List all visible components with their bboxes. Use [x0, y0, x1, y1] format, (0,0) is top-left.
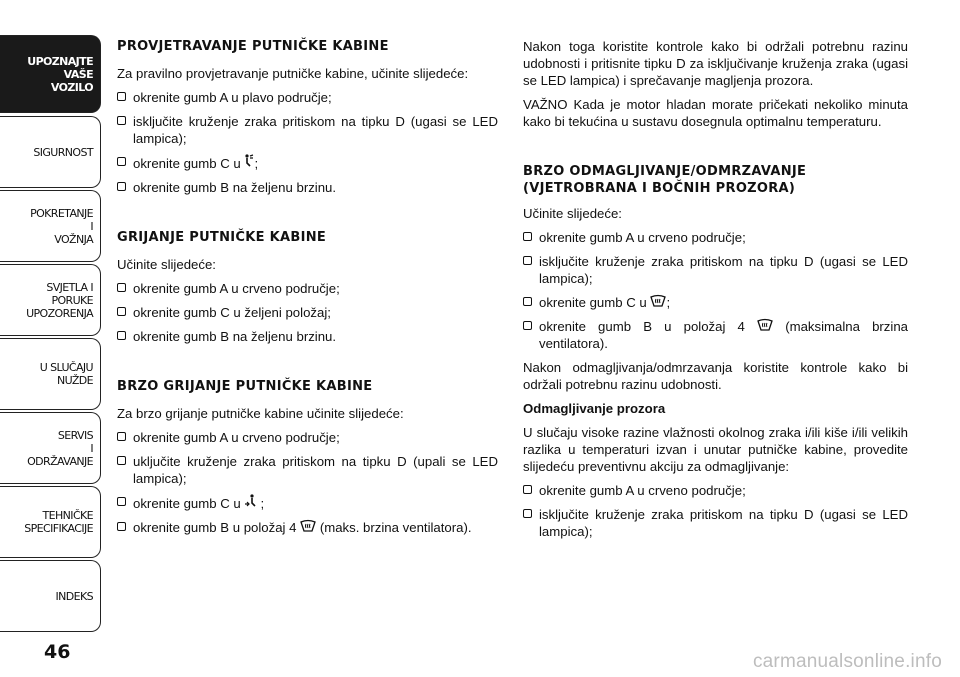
paragraph: VAŽNO Kada je motor hladan morate pričekati nekoliko minuta kako bi tekućina u sustavu dosegnula optimalnu temperaturu. [523, 97, 908, 129]
tab-servis-i-odrzavanje[interactable]: SERVIS I ODRŽAVANJE [0, 412, 101, 484]
section-title-heating: GRIJANJE PUTNIČKE KABINE [117, 230, 327, 245]
paragraph: Za brzo grijanje putničke kabine učinite slijedeće: [117, 406, 404, 421]
watermark: carmanualsonline.info [752, 651, 942, 672]
bullet-square-icon [117, 331, 126, 340]
tab-tehnicke-specifikacije[interactable]: TEHNIČKE SPECIFIKACIJE [0, 486, 101, 558]
tab-indeks[interactable]: INDEKS [0, 560, 101, 632]
bullet-square-icon [117, 307, 126, 316]
bullet-square-icon [117, 432, 126, 441]
bullet-square-icon [523, 256, 532, 265]
bullet-square-icon [117, 92, 126, 101]
list-item: okrenite gumb A u plavo područje; [117, 89, 498, 106]
paragraph: Nakon odmagljivanja/odmrzavanja koristite kontrole kako bi održali potrebnu razinu udobnosti. [523, 360, 908, 392]
windscreen-defrost-icon [300, 519, 316, 532]
list-item: okrenite gumb A u crveno područje; [117, 429, 498, 446]
subheading-window-demist: Odmagljivanje prozora [523, 401, 666, 416]
tab-pokretanje-i-voznja[interactable]: POKRETANJE I VOŽNJA [0, 190, 101, 262]
bullet-square-icon [523, 509, 532, 518]
paragraph: Za pravilno provjetravanje putničke kabine, učinite slijedeće: [117, 66, 469, 81]
paragraph: Nakon toga koristite kontrole kako bi održali potrebnu razinu udobnosti i pritisnite tipku D za isključivanje kruženja zraka (ugasi se LED lampica) i sprečavanje magljenja prozora. [523, 39, 908, 88]
list-item: okrenite gumb B na željenu brzinu. [117, 179, 498, 196]
list-item: okrenite gumb B na željenu brzinu. [117, 328, 498, 345]
tab-u-slucaju-nuzde[interactable]: U SLUČAJU NUŽDE [0, 338, 101, 410]
face-feet-vent-icon [244, 494, 260, 508]
face-vent-icon [244, 154, 254, 168]
list-item: okrenite gumb C u ; [523, 294, 908, 311]
list-item: okrenite gumb B u položaj 4 (maks. brzina ventilatora). [117, 519, 498, 536]
list-item: isključite kruženje zraka pritiskom na tipku D (ugasi se LED lampica); [523, 253, 908, 287]
windscreen-defrost-icon [757, 318, 773, 331]
page-number: 46 [44, 641, 71, 663]
list-item: isključite kruženje zraka pritiskom na tipku D (ugasi se LED lampica); [523, 506, 908, 540]
bullet-square-icon [117, 182, 126, 191]
right-column [523, 38, 908, 547]
bullet-square-icon [117, 497, 126, 506]
bullet-square-icon [523, 232, 532, 241]
paragraph: U slučaju visoke razine vlažnosti okolnog zraka i/ili kiše i/ili velikih razlika u temperaturi izvan i unutar putničke kabine, provedite slijedeću preventivnu akciju za odmagljivanje: [523, 425, 908, 474]
list-item: okrenite gumb A u crveno područje; [523, 229, 908, 246]
section-title-fast-heating: BRZO GRIJANJE PUTNIČKE KABINE [117, 379, 373, 394]
bullet-square-icon [523, 321, 532, 330]
windscreen-defrost-icon [650, 294, 666, 307]
list-item: okrenite gumb C u ; [117, 494, 498, 512]
tab-upoznajte-vase-vozilo[interactable]: UPOZNAJTE VAŠE VOZILO [0, 35, 101, 113]
list-item: uključite kruženje zraka pritiskom na tipku D (upali se LED lampica); [117, 453, 498, 487]
bullet-square-icon [523, 297, 532, 306]
tab-sigurnost[interactable]: SIGURNOST [0, 116, 101, 188]
list-item: okrenite gumb C u ; [117, 154, 498, 172]
bullet-square-icon [117, 456, 126, 465]
tab-svjetla-i-poruke-upozorenja[interactable]: SVJETLA I PORUKE UPOZORENJA [0, 264, 101, 336]
paragraph: Učinite slijedeće: [117, 257, 216, 272]
list-item: okrenite gumb C u željeni položaj; [117, 304, 498, 321]
bullet-square-icon [117, 116, 126, 125]
bullet-square-icon [523, 485, 532, 494]
bullet-square-icon [117, 283, 126, 292]
list-item: okrenite gumb B u položaj 4 (maksimalna brzina ventilatora). [523, 318, 908, 352]
bullet-square-icon [117, 157, 126, 166]
list-item: okrenite gumb A u crveno područje; [523, 482, 908, 499]
left-column [117, 38, 498, 543]
paragraph: Učinite slijedeće: [523, 206, 622, 221]
bullet-square-icon [117, 522, 126, 531]
section-title-defrost: BRZO ODMAGLJIVANJE/ODMRZAVANJE (VJETROBRANA I BOČNIH PROZORA) [523, 164, 807, 196]
list-item: okrenite gumb A u crveno područje; [117, 280, 498, 297]
list-item: isključite kruženje zraka pritiskom na tipku D (ugasi se LED lampica); [117, 113, 498, 147]
section-title-ventilation: PROVJETRAVANJE PUTNIČKE KABINE [117, 39, 389, 54]
